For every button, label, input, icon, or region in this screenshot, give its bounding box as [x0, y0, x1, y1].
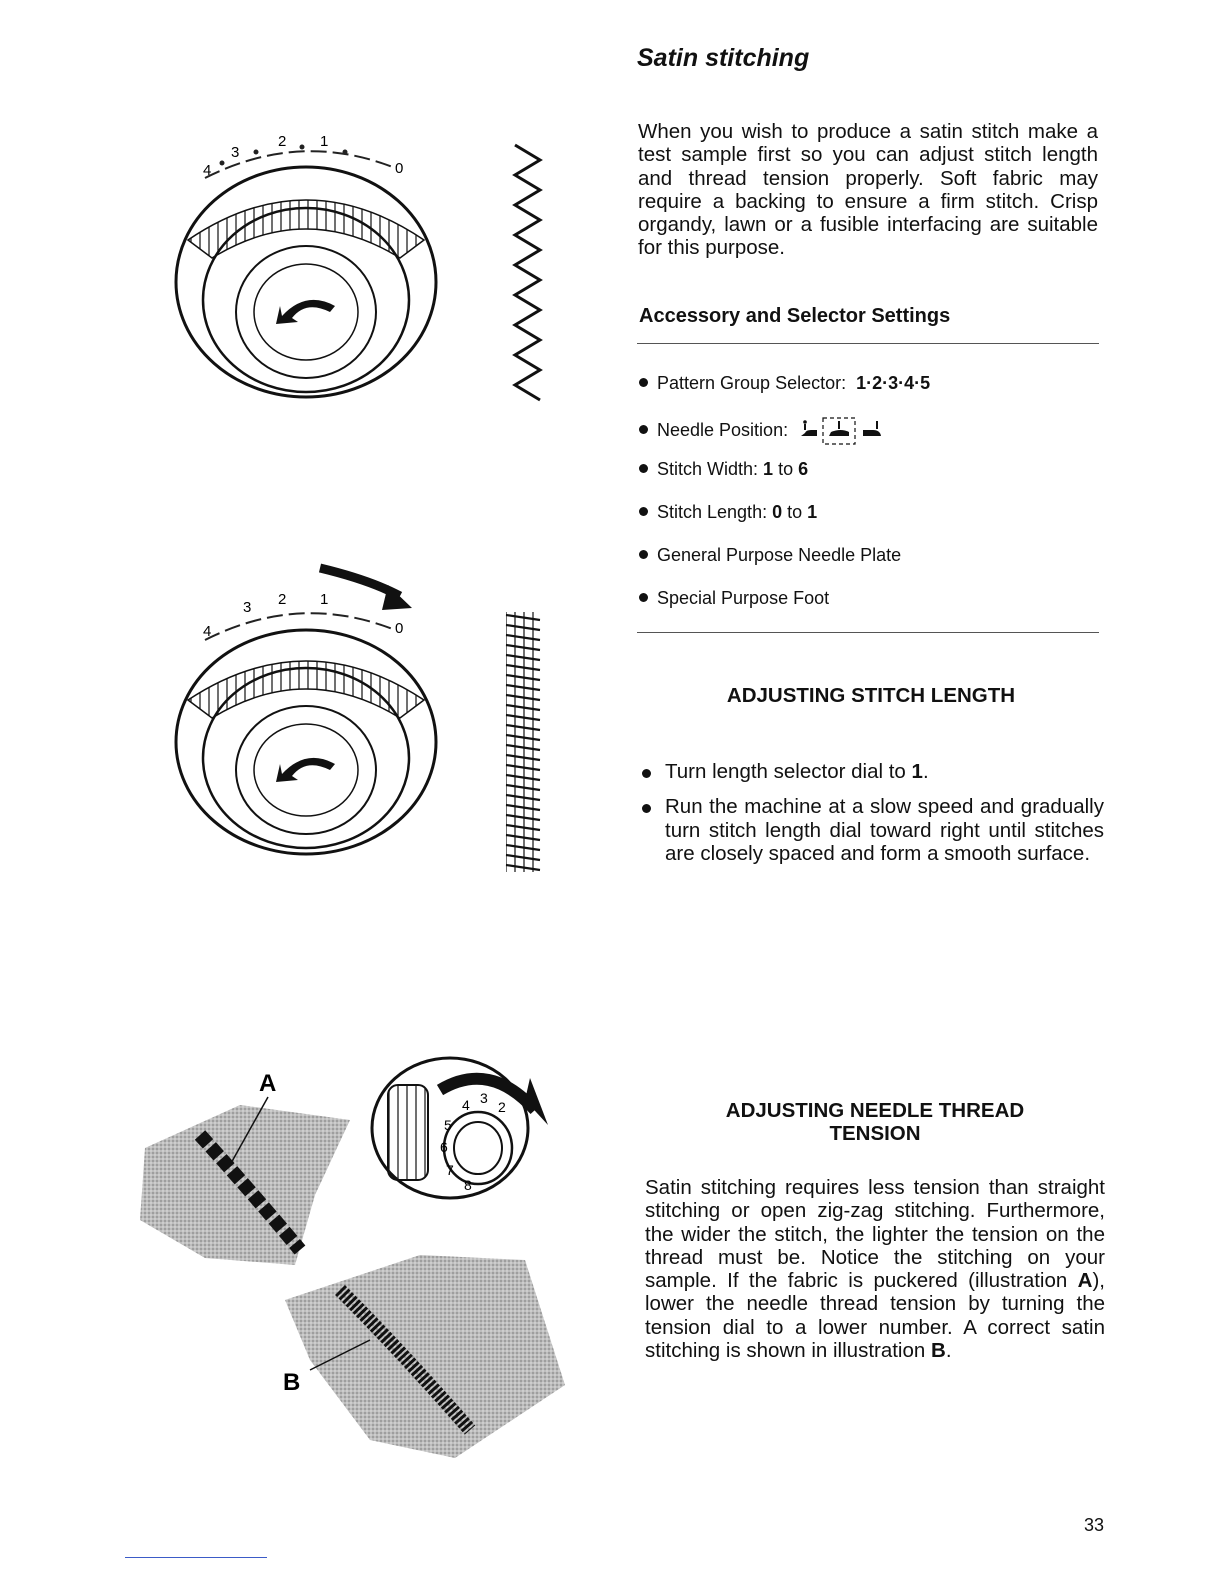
setting-needle: Needle Position:	[639, 416, 883, 446]
bullet-icon	[639, 464, 648, 473]
label-b: B	[283, 1369, 301, 1396]
bullet-icon	[639, 378, 648, 387]
dial-mid-scale-3: 3	[243, 599, 252, 616]
stitch-length-heading: ADJUSTING STITCH LENGTH	[726, 684, 1016, 707]
dial-mid-scale-4: 4	[203, 623, 212, 640]
tension-num-3: 3	[480, 1090, 488, 1106]
page-number: 33	[1084, 1515, 1105, 1535]
fabric-sample-a	[140, 1070, 350, 1265]
tension-heading-line2: TENSION	[829, 1122, 921, 1145]
dial-top-scale-3: 3	[231, 144, 240, 161]
dial-mid-scale-0: 0	[395, 620, 404, 637]
settings-rule-bottom	[637, 632, 1099, 633]
page-title: Satin stitching	[637, 44, 810, 72]
bullet-icon	[639, 550, 648, 559]
tension-num-7: 7	[446, 1162, 454, 1178]
tension-num-5: 5	[444, 1117, 452, 1133]
setting-width: Stitch Width: 1 to 6	[639, 459, 808, 480]
tension-paragraph: Satin stitching requires less tension than straight stitching or open zig-zag stitching. Furthermore, the wider the stitch, the lighter the tension on the thread must be. Notice the stitching on your sample. If the fabric is puckered (illustration A), lower the needle thread tension by turning the tension dial to a lower number. A correct satin stitching is shown in illustration B.	[645, 1176, 1105, 1363]
dial-mid-scale-1: 1	[320, 591, 329, 608]
dial-top-scale-1: 1	[320, 133, 329, 150]
dial-mid-scale-2: 2	[278, 591, 287, 608]
setting-length: Stitch Length: 0 to 1	[639, 502, 817, 523]
length-dial-middle	[176, 568, 436, 854]
stitch-length-steps	[642, 760, 1104, 877]
footer-line	[125, 1557, 267, 1558]
setting-plate: General Purpose Needle Plate	[639, 545, 901, 566]
intro-paragraph: When you wish to produce a satin stitch make a test sample first so you can adjust stitch length and thread tension properly. Soft fabric may require a backing to ensure a firm stitch. Crisp organdy, lawn or a fusible interfacing are suitable for this purpose.	[638, 120, 1098, 260]
tension-num-2: 2	[498, 1099, 506, 1115]
settings-rule-top	[637, 343, 1099, 344]
bullet-icon	[639, 507, 648, 516]
zigzag-stitch-open	[515, 145, 540, 400]
bullet-icon	[642, 804, 651, 813]
step-2: Run the machine at a slow speed and gradually turn stitch length dial toward right until stitches are closely spaced and form a smooth surface.	[642, 795, 1104, 865]
bullet-icon	[639, 425, 648, 434]
needle-position-icons	[801, 416, 883, 446]
setting-pattern: Pattern Group Selector: 1·2·3·4·5	[639, 373, 930, 394]
tension-heading-line1: ADJUSTING NEEDLE THREAD	[725, 1099, 1025, 1122]
step-1: Turn length selector dial to 1.	[642, 760, 1104, 783]
settings-heading: Accessory and Selector Settings	[639, 305, 951, 327]
bullet-icon	[642, 769, 651, 778]
tension-num-4: 4	[462, 1097, 470, 1113]
dial-top-scale-4: 4	[203, 162, 212, 179]
tension-heading	[645, 1099, 1105, 1145]
illustrations	[0, 0, 620, 1500]
fabric-sample-b	[283, 1255, 565, 1458]
tension-num-6: 6	[440, 1139, 448, 1155]
satin-stitch-dense	[506, 612, 540, 872]
tension-dial	[372, 1058, 548, 1198]
dial-top-scale-2: 2	[278, 133, 287, 150]
label-a: A	[259, 1070, 277, 1097]
setting-foot: Special Purpose Foot	[639, 588, 829, 609]
tension-num-8: 8	[464, 1177, 472, 1193]
bullet-icon	[639, 593, 648, 602]
length-dial-top	[176, 133, 436, 397]
dial-top-scale-0: 0	[395, 160, 404, 177]
